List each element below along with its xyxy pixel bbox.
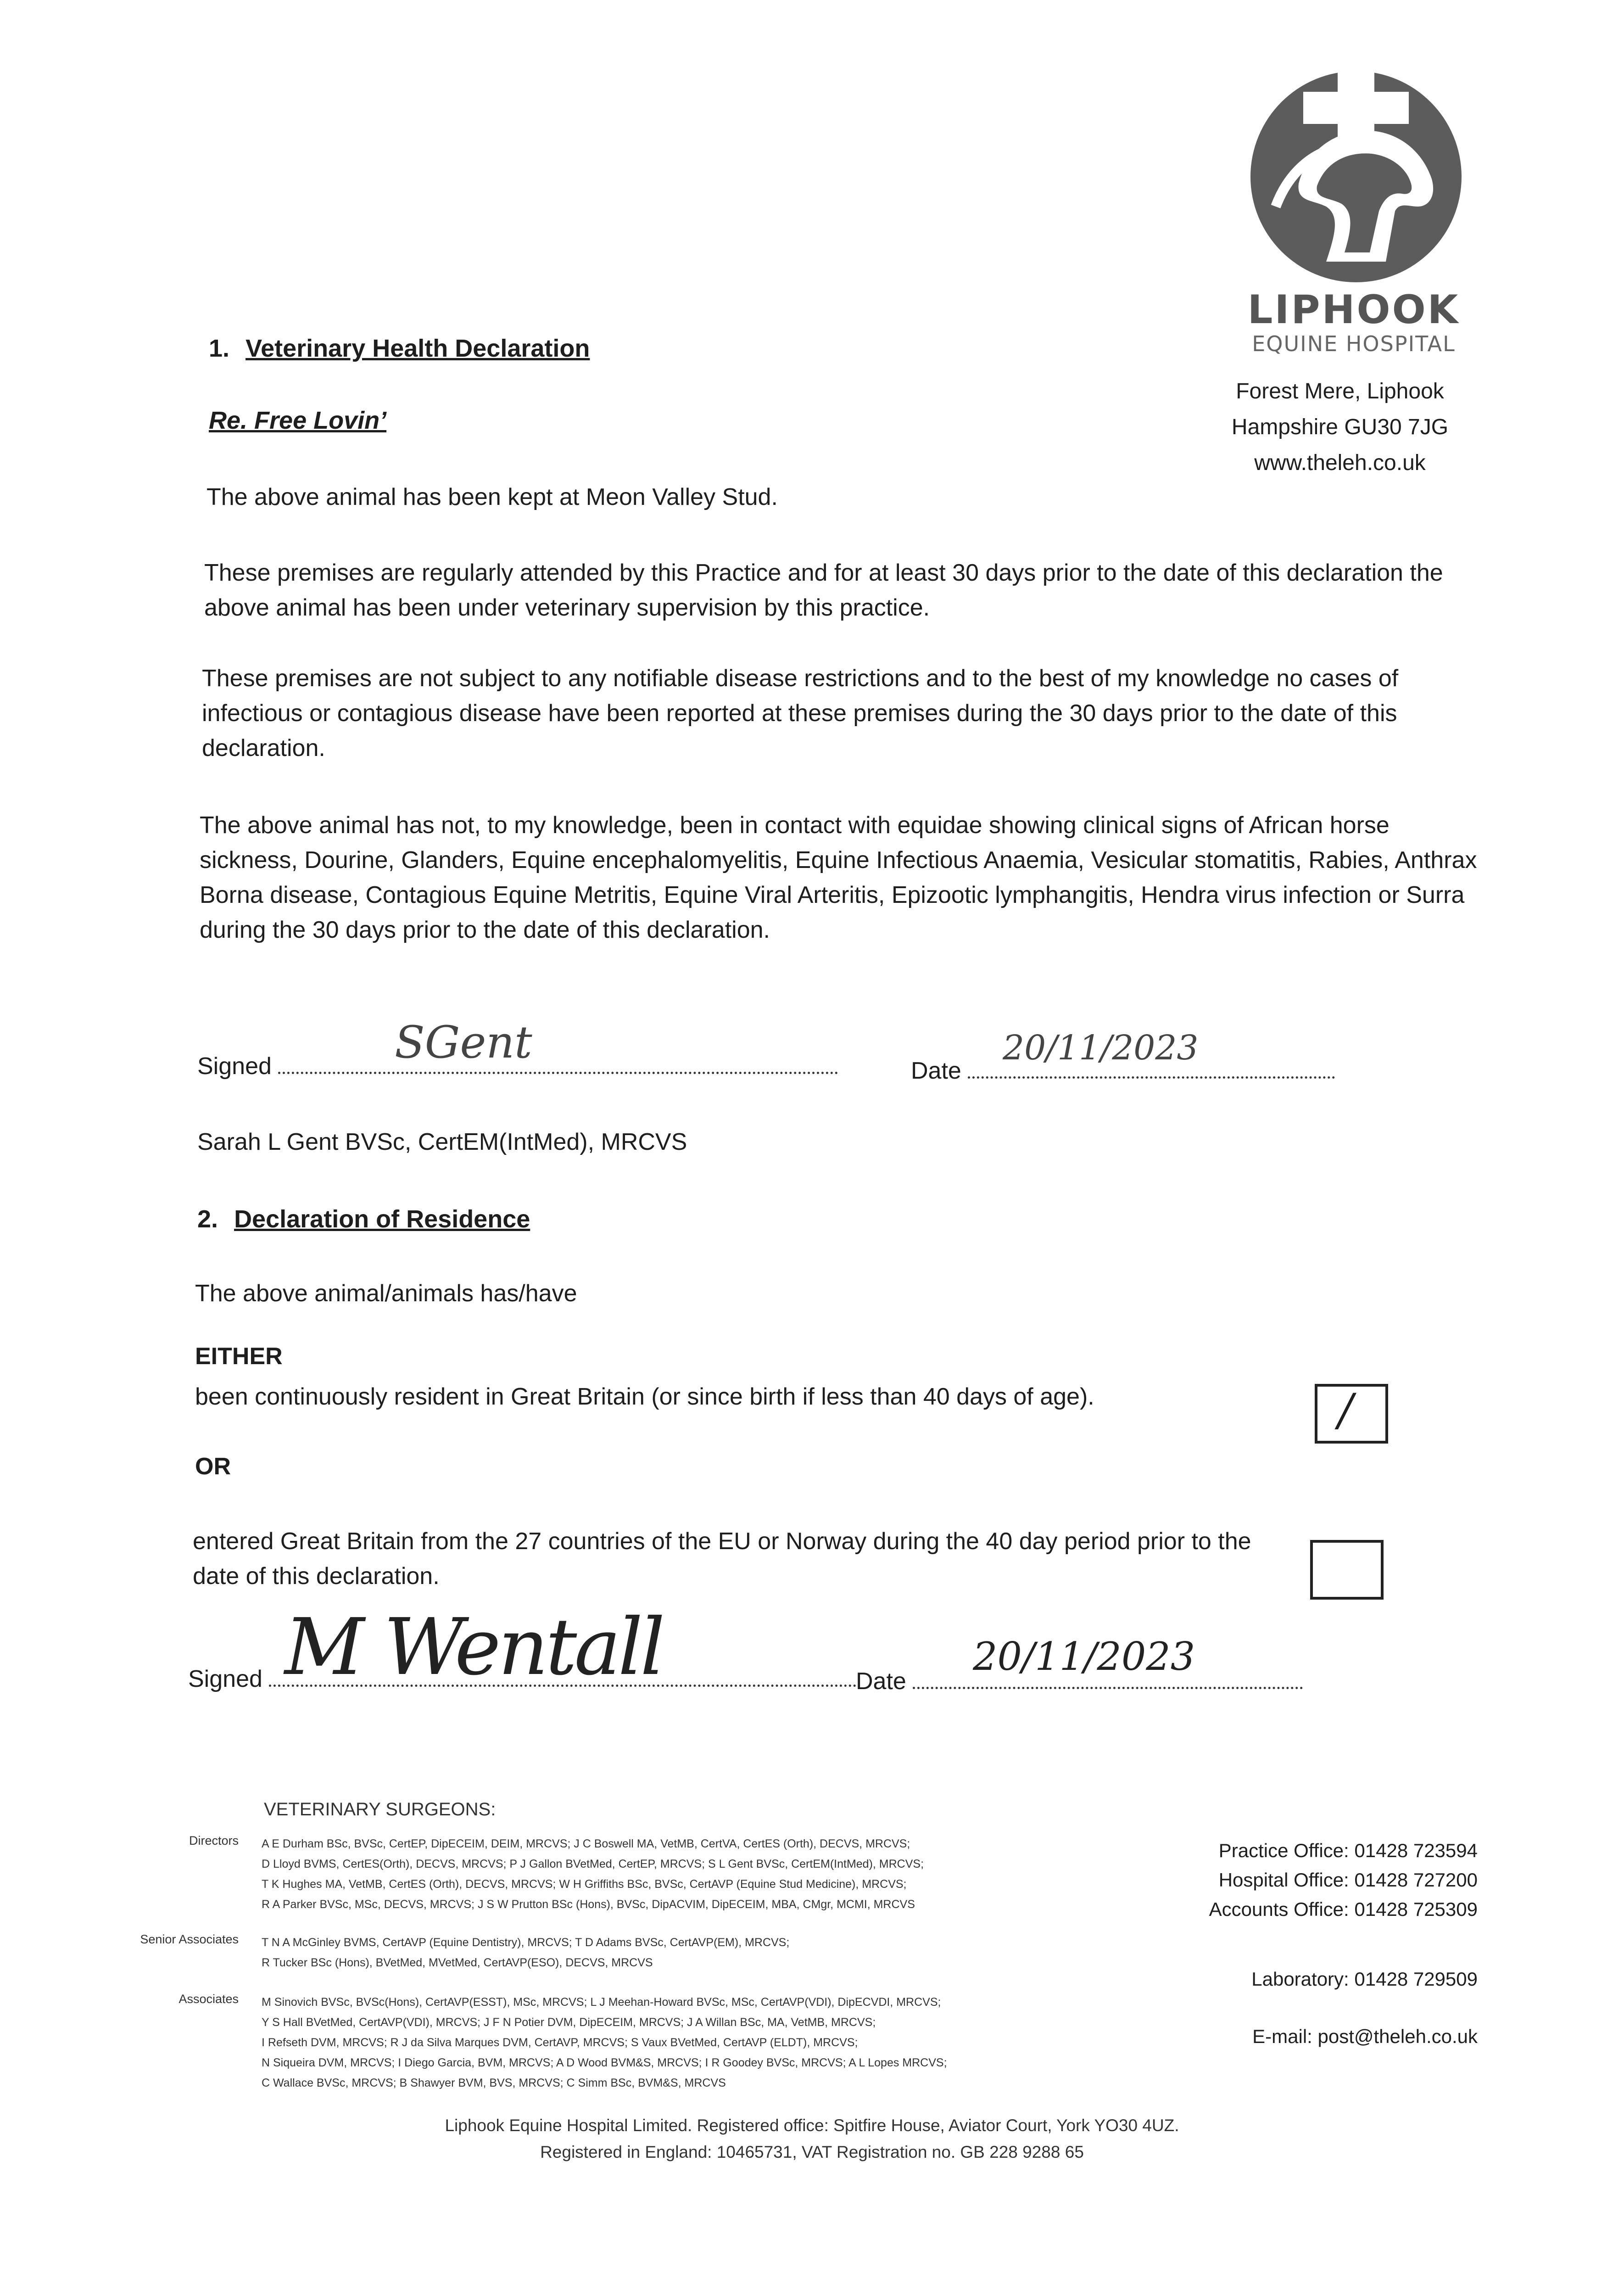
logo-name: LIPHOOK — [1247, 287, 1460, 333]
hospital-logo — [1248, 69, 1464, 285]
surgeons-heading: VETERINARY SURGEONS: — [264, 1799, 496, 1819]
section1-heading — [209, 334, 590, 363]
associates-line: N Siqueira DVM, MRCVS; I Diego Garcia, BVM, MRCVS; A D Wood BVM&S, MRCVS; I R Goodey BVSc, MRCVS; A L Lopes MRCVS; — [262, 2056, 947, 2069]
section2-heading — [197, 1205, 530, 1233]
date-label-2: Date — [856, 1668, 906, 1695]
practice-office: Practice Office: 01428 723594 — [1218, 1840, 1478, 1861]
senior-associates-line: T N A McGinley BVMS, CertAVP (Equine Dentistry), MRCVS; T D Adams BVSc, CertAVP(EM), MRCVS; — [262, 1936, 790, 1949]
registration-numbers: Registered in England: 10465731, VAT Registration no. GB 228 9288 65 — [540, 2143, 1084, 2161]
option1-checkbox[interactable] — [1315, 1384, 1388, 1444]
paragraph-restrictions: These premises are not subject to any notifiable disease restrictions and to the best of my knowledge no cases of infectious or contagious disease have been reported at these premises during the 30 days prior to the date of this declaration. — [202, 665, 1399, 761]
accounts-office: Accounts Office: 01428 725309 — [1209, 1898, 1478, 1920]
date-line-2 — [913, 1681, 1303, 1689]
associates-line: Y S Hall BVetMed, CertAVP(VDI), MRCVS; J F N Potier DVM, DipECEIM, MRCVS; J A Willan BSc, MA, VetMB, MRCVS; — [262, 2016, 876, 2029]
associates-line: I Refseth DVM, MRCVS; R J da Silva Marques DVM, CertAVP, MRCVS; S Vaux BVetMed, CertAVP (ELDT), MRCVS; — [262, 2036, 858, 2049]
re-line: Re. Free Lovin’ — [209, 407, 387, 434]
or-label: OR — [195, 1453, 231, 1480]
signature-line-1 — [278, 1066, 838, 1074]
website: www.theleh.co.uk — [1254, 451, 1426, 475]
date-handwritten-1: 20/11/2023 — [1003, 1028, 1199, 1068]
associates-line: M Sinovich BVSc, BVSc(Hons), CertAVP(ESST), MSc, MRCVS; L J Meehan-Howard BVSc, MSc, CertAVP(VDI), DipECVDI, MRCVS; — [262, 1996, 941, 2009]
date-line-1 — [968, 1071, 1335, 1079]
logo-subtitle: EQUINE HOSPITAL — [1252, 331, 1456, 356]
section2-title: Declaration of Residence — [234, 1205, 530, 1233]
senior-associates-line: R Tucker BSc (Hons), BVetMed, MVetMed, CertAVP(ESO), DECVS, MRCVS — [262, 1956, 653, 1969]
associates-label: Associates — [179, 1992, 239, 2006]
option2-text: entered Great Britain from the 27 countries of the EU or Norway during the 40 day period prior to the date of this declaration. — [193, 1528, 1251, 1590]
signatory-name: Sarah L Gent BVSc, CertEM(IntMed), MRCVS — [197, 1129, 687, 1155]
email-address: E-mail: post@theleh.co.uk — [1252, 2026, 1478, 2047]
associates-line: C Wallace BVSc, MRCVS; B Shawyer BVM, BVS, MRCVS; C Simm BSc, BVM&S, MRCVS — [262, 2077, 726, 2089]
laboratory-phone: Laboratory: 01428 729509 — [1251, 1968, 1478, 1990]
paragraph-kept: The above animal has been kept at Meon Valley Stud. — [206, 484, 778, 510]
section1-title: Veterinary Health Declaration — [246, 335, 590, 362]
hospital-office: Hospital Office: 01428 727200 — [1218, 1869, 1478, 1891]
directors-line: T K Hughes MA, VetMB, CertES (Orth), DECVS, MRCVS; W H Griffiths BSc, BVSc, CertAVP (Equine Stud Medicine), MRCVS; — [262, 1878, 907, 1891]
signature-1: SGent — [395, 1017, 532, 1068]
option1-text: been continuously resident in Great Britain (or since birth if less than 40 days of age). — [195, 1383, 1094, 1410]
section2-number: 2. — [197, 1205, 218, 1233]
paragraph-contact: The above animal has not, to my knowledge, been in contact with equidae showing clinical signs of African horse sickness, Dourine, Glanders, Equine encephalomyelitis, Equine Infectious Anaemia, Vesicular stomatitis, Rabies, Anthrax Borna disease, Contagious Equine Metritis, Equine Viral Arteritis, Epizootic lymphangitis, Hendra virus infection or Surra during the 30 days prior to the date of this declaration. — [200, 812, 1477, 943]
section1-number: 1. — [209, 335, 230, 362]
address-line2: Hampshire GU30 7JG — [1231, 415, 1449, 439]
senior-associates-label: Senior Associates — [140, 1932, 239, 1946]
directors-line: D Lloyd BVMS, CertES(Orth), DECVS, MRCVS; P J Gallon BVetMed, CertEP, MRCVS; S L Gent BVSc, CertEM(IntMed), MRCVS; — [262, 1858, 924, 1870]
horse-head-icon — [1248, 69, 1464, 285]
date-label-1: Date — [911, 1058, 961, 1084]
date-handwritten-2: 20/11/2023 — [973, 1634, 1195, 1679]
option2-checkbox[interactable] — [1310, 1540, 1384, 1600]
signature-2: M Wentall — [285, 1602, 663, 1693]
signed-label-1: Signed — [197, 1053, 272, 1080]
directors-line: A E Durham BSc, BVSc, CertEP, DipECEIM, DEIM, MRCVS; J C Boswell MA, VetMB, CertVA, CertES (Orth), DECVS, MRCVS; — [262, 1837, 910, 1850]
registered-office: Liphook Equine Hospital Limited. Registered office: Spitfire House, Aviator Court, York YO30 4UZ. — [445, 2116, 1179, 2135]
paragraph-attended: These premises are regularly attended by this Practice and for at least 30 days prior to the date of this declaration the above animal has been under veterinary supervision by this practice. — [204, 560, 1443, 621]
signed-label-2: Signed — [188, 1666, 262, 1692]
either-label: EITHER — [195, 1343, 283, 1370]
address-line1: Forest Mere, Liphook — [1236, 379, 1444, 403]
residence-intro: The above animal/animals has/have — [195, 1280, 577, 1307]
checkbox-tick-mark: / — [1338, 1384, 1353, 1436]
directors-label: Directors — [189, 1834, 239, 1847]
directors-line: R A Parker BVSc, MSc, DECVS, MRCVS; J S W Prutton BSc (Hons), BVSc, DipACVIM, DipECEIM, MBA, CMgr, MCMI, MRCVS — [262, 1898, 915, 1911]
